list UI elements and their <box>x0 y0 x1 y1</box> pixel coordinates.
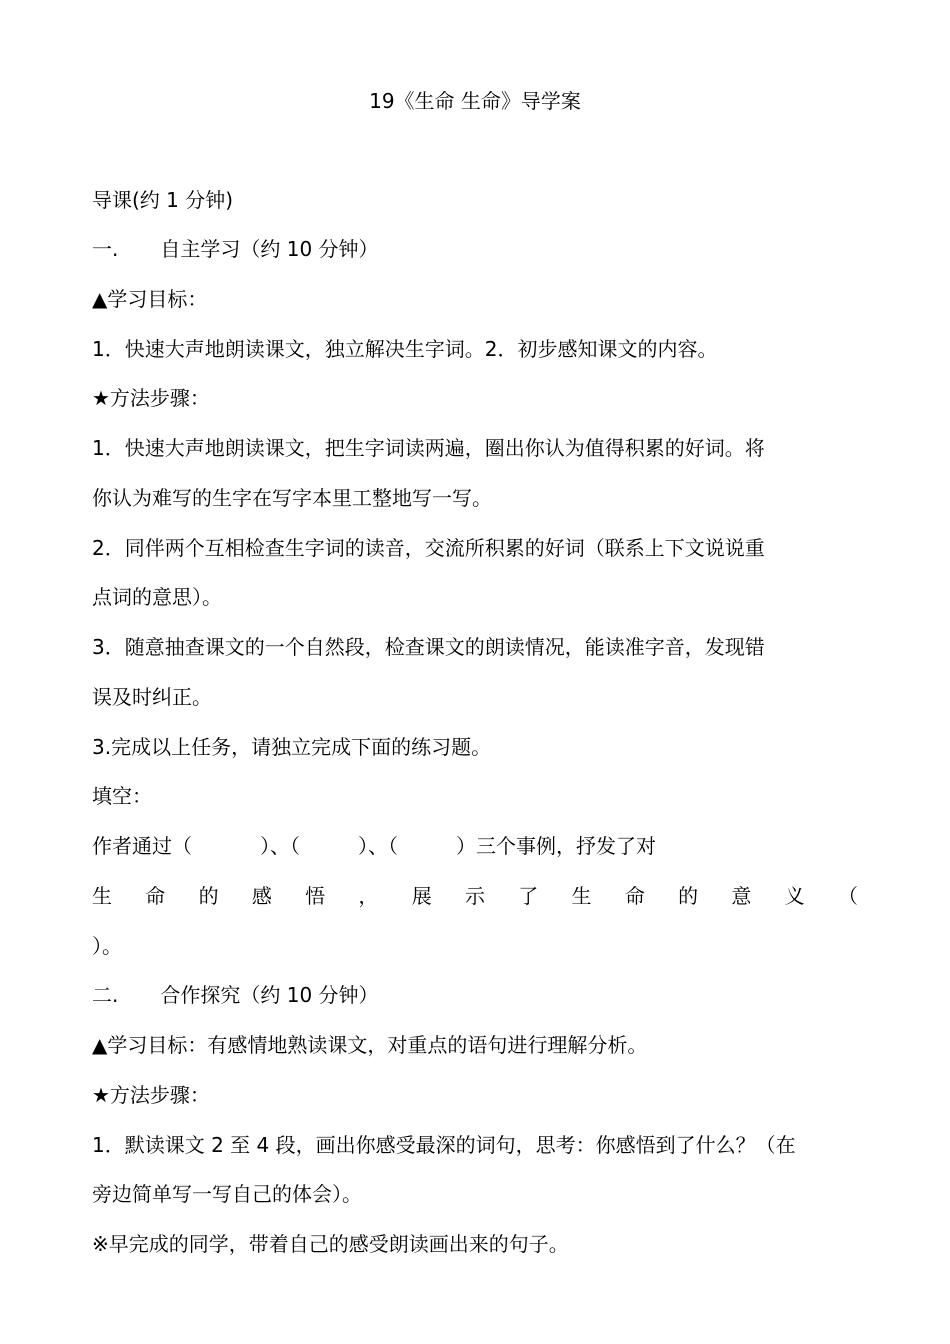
section2-step1-line1: 1．默读课文 2 至 4 段，画出你感受最深的词句，思考：你感悟到了什么？（在 <box>92 1133 796 1157</box>
fill-char: 了 <box>518 884 539 908</box>
section1-number: 一. <box>92 237 119 261</box>
fill-char: 展 <box>411 884 432 908</box>
section2-title: 合作探究（约 10 分钟） <box>160 983 379 1007</box>
fill-char: 的 <box>678 884 699 908</box>
fill-blank-line3: ）。 <box>92 934 122 958</box>
fill-char: 命 <box>624 884 645 908</box>
section1-goal-text: 1．快速大声地朗读课文，独立解决生字词。2．初步感知课文的内容。 <box>92 337 718 361</box>
fill-part3: ）、（ <box>358 834 398 858</box>
fill-blank-label: 填空： <box>92 784 152 808</box>
fill-part2: ）、（ <box>260 834 300 858</box>
fill-char: 感 <box>251 884 272 908</box>
fill-char: （ <box>837 884 858 908</box>
section2-heading <box>92 982 379 1008</box>
fill-char: 的 <box>198 884 219 908</box>
section2-note: ※早完成的同学，带着自己的感受朗读画出来的句子。 <box>92 1232 569 1256</box>
fill-blank-line1 <box>92 833 656 859</box>
fill-blank-line2 <box>92 883 858 909</box>
section1-goal-label: ▲学习目标： <box>92 287 208 311</box>
document-title: 19《生命 生命》导学案 <box>369 89 581 113</box>
fill-char: 命 <box>145 884 166 908</box>
section1-step1-line2: 你认为难写的生字在写字本里工整地写一写。 <box>92 486 492 510</box>
section1-step4: 3.完成以上任务，请独立完成下面的练习题。 <box>92 735 492 759</box>
section2-method-label: ★方法步骤： <box>92 1083 210 1107</box>
section1-title: 自主学习（约 10 分钟） <box>160 237 379 261</box>
section1-step3-line2: 误及时纠正。 <box>92 685 212 709</box>
section1-step2-line1: 2．同伴两个互相检查生字词的读音，交流所积累的好词（联系上下文说说重 <box>92 536 765 560</box>
fill-part4: ）三个事例，抒发了对 <box>456 834 656 858</box>
fill-char: 示 <box>464 884 485 908</box>
fill-char: ， <box>358 884 379 908</box>
fill-char: 意 <box>731 884 752 908</box>
section2-number: 二. <box>92 983 119 1007</box>
fill-char: 生 <box>92 884 112 908</box>
fill-char: 义 <box>784 884 805 908</box>
fill-char: 悟 <box>305 884 326 908</box>
section2-goal: ▲学习目标：有感情地熟读课文，对重点的语句进行理解分析。 <box>92 1033 648 1057</box>
section1-heading <box>92 236 379 262</box>
intro-line: 导课(约 1 分钟) <box>92 188 234 212</box>
section1-step1-line1: 1．快速大声地朗读课文，把生字词读两遍，圈出你认为值得积累的好词。将 <box>92 436 765 460</box>
fill-char: 生 <box>571 884 592 908</box>
fill-part1: 作者通过（ <box>92 834 192 858</box>
section1-method-label: ★方法步骤： <box>92 386 210 410</box>
section1-step3-line1: 3．随意抽查课文的一个自然段，检查课文的朗读情况，能读准字音，发现错 <box>92 635 765 659</box>
section1-step2-line2: 点词的意思）。 <box>92 585 222 609</box>
section2-step1-line2: 旁边简单写一写自己的体会）。 <box>92 1182 362 1206</box>
